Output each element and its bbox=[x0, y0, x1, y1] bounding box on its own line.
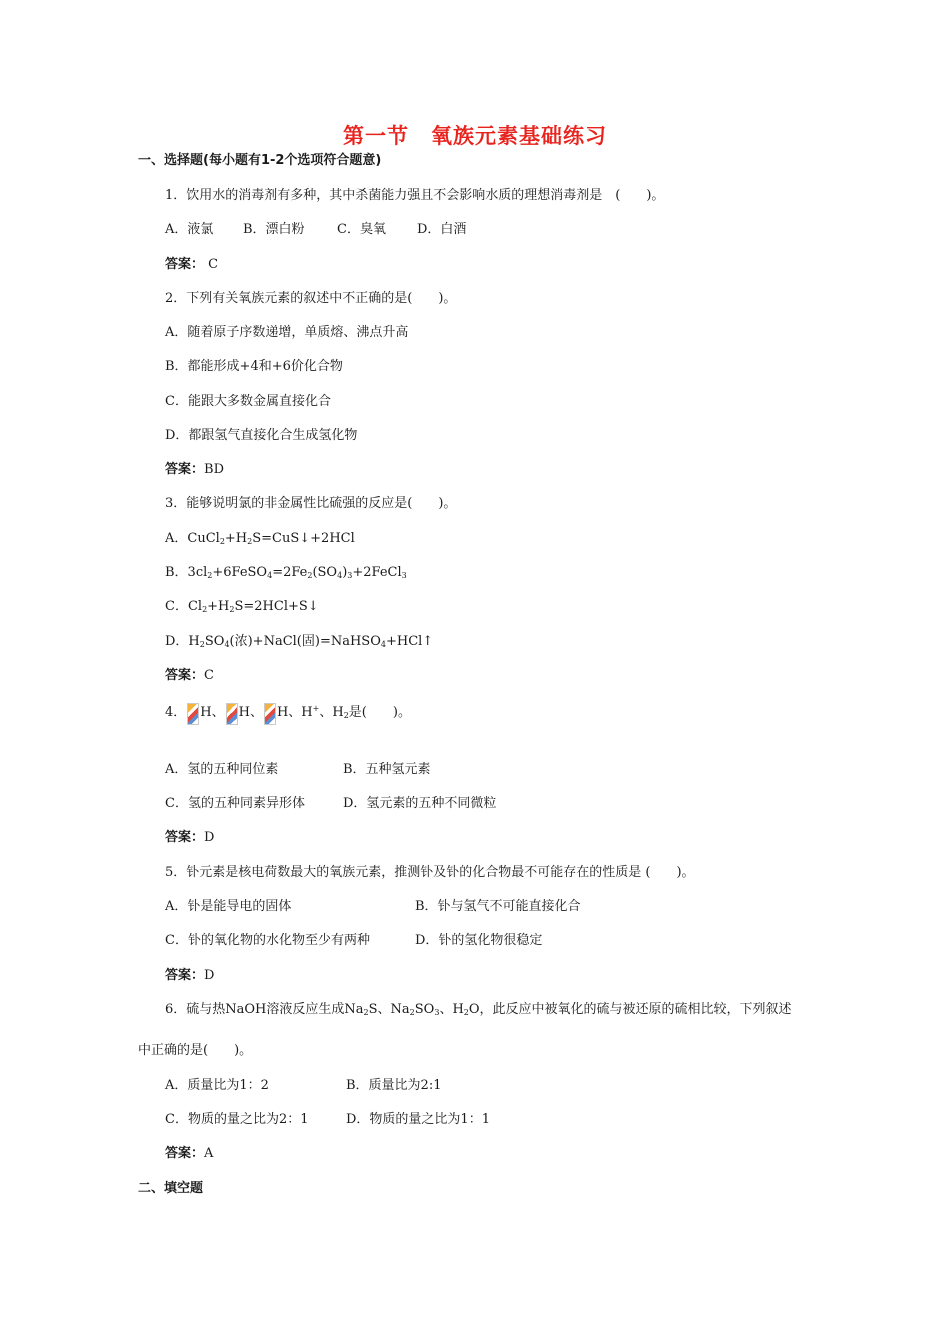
answer-value: BD bbox=[204, 462, 224, 477]
answer-label: 答案： bbox=[165, 1146, 205, 1161]
question-2-option-c: C．能跟大多数金属直接化合 bbox=[165, 394, 331, 409]
answer-label: 答案： bbox=[165, 462, 205, 477]
question-1-stem: 1．饮用水的消毒剂有多种，其中杀菌能力强且不会影响水质的理想消毒剂是 ( )。 bbox=[165, 188, 665, 203]
question-1-options bbox=[165, 221, 466, 239]
question-6-options-row1 bbox=[165, 1077, 441, 1095]
option-a: A．液氯 bbox=[165, 222, 214, 237]
option-a: A．钋是能导电的固体 bbox=[165, 899, 292, 914]
question-3-stem: 3．能够说明氯的非金属性比硫强的反应是( )。 bbox=[165, 496, 457, 511]
answer-value: C bbox=[208, 257, 219, 272]
question-3-option-a: A．$CuCl_2+H_2S=CuS↓+2HCl$ bbox=[165, 531, 355, 546]
question-5-stem: 5．钋元素是核电荷数最大的氧族元素，推测钋及钋的化合物最不可能存在的性质是 ( )。 bbox=[165, 865, 695, 880]
option-b: B．漂白粉 bbox=[243, 222, 305, 237]
question-6-stem: 6．硫与热NaOH溶液反应生成$Na_2S$、$Na_2SO_3$、$H_2O$，此反应中被氧化的硫与被还原的硫相比较，下列叙述 bbox=[165, 1002, 792, 1017]
option-c: C．氢的五种同素异形体 bbox=[165, 796, 305, 811]
question-5-options-row2 bbox=[165, 932, 542, 950]
broken-image-icon bbox=[264, 703, 276, 725]
option-c: C．钋的氧化物的水化物至少有两种 bbox=[165, 933, 370, 948]
answer-value: C bbox=[204, 668, 214, 683]
option-d: D．钋的氢化物很稳定 bbox=[415, 933, 543, 948]
answer-label: 答案： bbox=[165, 257, 205, 272]
section-heading-choice: 一、选择题(每小题有1-2个选项符合题意) bbox=[138, 153, 382, 168]
question-3-option-b: B．$3cl_2+6FeSO_4=2Fe_2(SO_4)_3+2FeCl_3$ bbox=[165, 565, 407, 580]
broken-image-icon bbox=[187, 703, 199, 725]
question-6-stem-continued: 中正确的是( )。 bbox=[138, 1043, 253, 1058]
page-title: 第一节 氧族元素基础练习 bbox=[343, 124, 607, 148]
question-4-options-row2 bbox=[165, 795, 496, 813]
answer-value: D bbox=[204, 830, 215, 845]
question-4-answer bbox=[165, 829, 214, 847]
answer-value: A bbox=[204, 1146, 214, 1161]
question-3-option-c: C．$Cl_2+H_2S=2HCl+S↓$ bbox=[165, 599, 319, 614]
question-2-option-a: A．随着原子序数递增，单质熔、沸点升高 bbox=[165, 325, 409, 340]
option-b: B．钋与氢气不可能直接化合 bbox=[415, 899, 581, 914]
question-4-options-row1 bbox=[165, 761, 431, 779]
question-3-option-d: D．$H_2SO_4$(浓)+NaCl(固)=NaHSO$_4$+HCl↑ bbox=[165, 634, 434, 649]
option-d: D．氢元素的五种不同微粒 bbox=[343, 796, 497, 811]
option-c: C．物质的量之比为2：1 bbox=[165, 1112, 309, 1127]
option-a: A．氢的五种同位素 bbox=[165, 762, 279, 777]
option-b: B．五种氢元素 bbox=[343, 762, 431, 777]
question-3-answer bbox=[165, 667, 214, 685]
question-5-options-row1 bbox=[165, 898, 581, 916]
answer-value: D bbox=[204, 968, 215, 983]
answer-label: 答案： bbox=[165, 968, 205, 983]
option-b: B．质量比为2:1 bbox=[346, 1078, 442, 1093]
option-d: D．白酒 bbox=[417, 222, 467, 237]
question-2-option-d: D．都跟氢气直接化合生成氢化物 bbox=[165, 428, 358, 443]
question-6-answer bbox=[165, 1145, 213, 1163]
question-2-stem: 2．下列有关氧族元素的叙述中不正确的是( )。 bbox=[165, 291, 457, 306]
question-6-options-row2 bbox=[165, 1111, 490, 1129]
question-2-option-b: B．都能形成+4和+6价化合物 bbox=[165, 359, 343, 374]
question-2-answer bbox=[165, 461, 224, 479]
option-d: D．物质的量之比为1：1 bbox=[346, 1112, 490, 1127]
option-a: A．质量比为1：2 bbox=[165, 1078, 269, 1093]
question-5-answer bbox=[165, 967, 214, 985]
broken-image-icon bbox=[226, 703, 238, 725]
answer-label: 答案： bbox=[165, 668, 205, 683]
question-1-answer bbox=[165, 256, 218, 274]
section-heading-fill-in: 二、填空题 bbox=[138, 1181, 204, 1196]
option-c: C．臭氧 bbox=[337, 222, 386, 237]
question-4-stem: 4． H、 H、 H、H+、$H_2$是( )。 bbox=[165, 703, 411, 725]
answer-label: 答案： bbox=[165, 830, 205, 845]
